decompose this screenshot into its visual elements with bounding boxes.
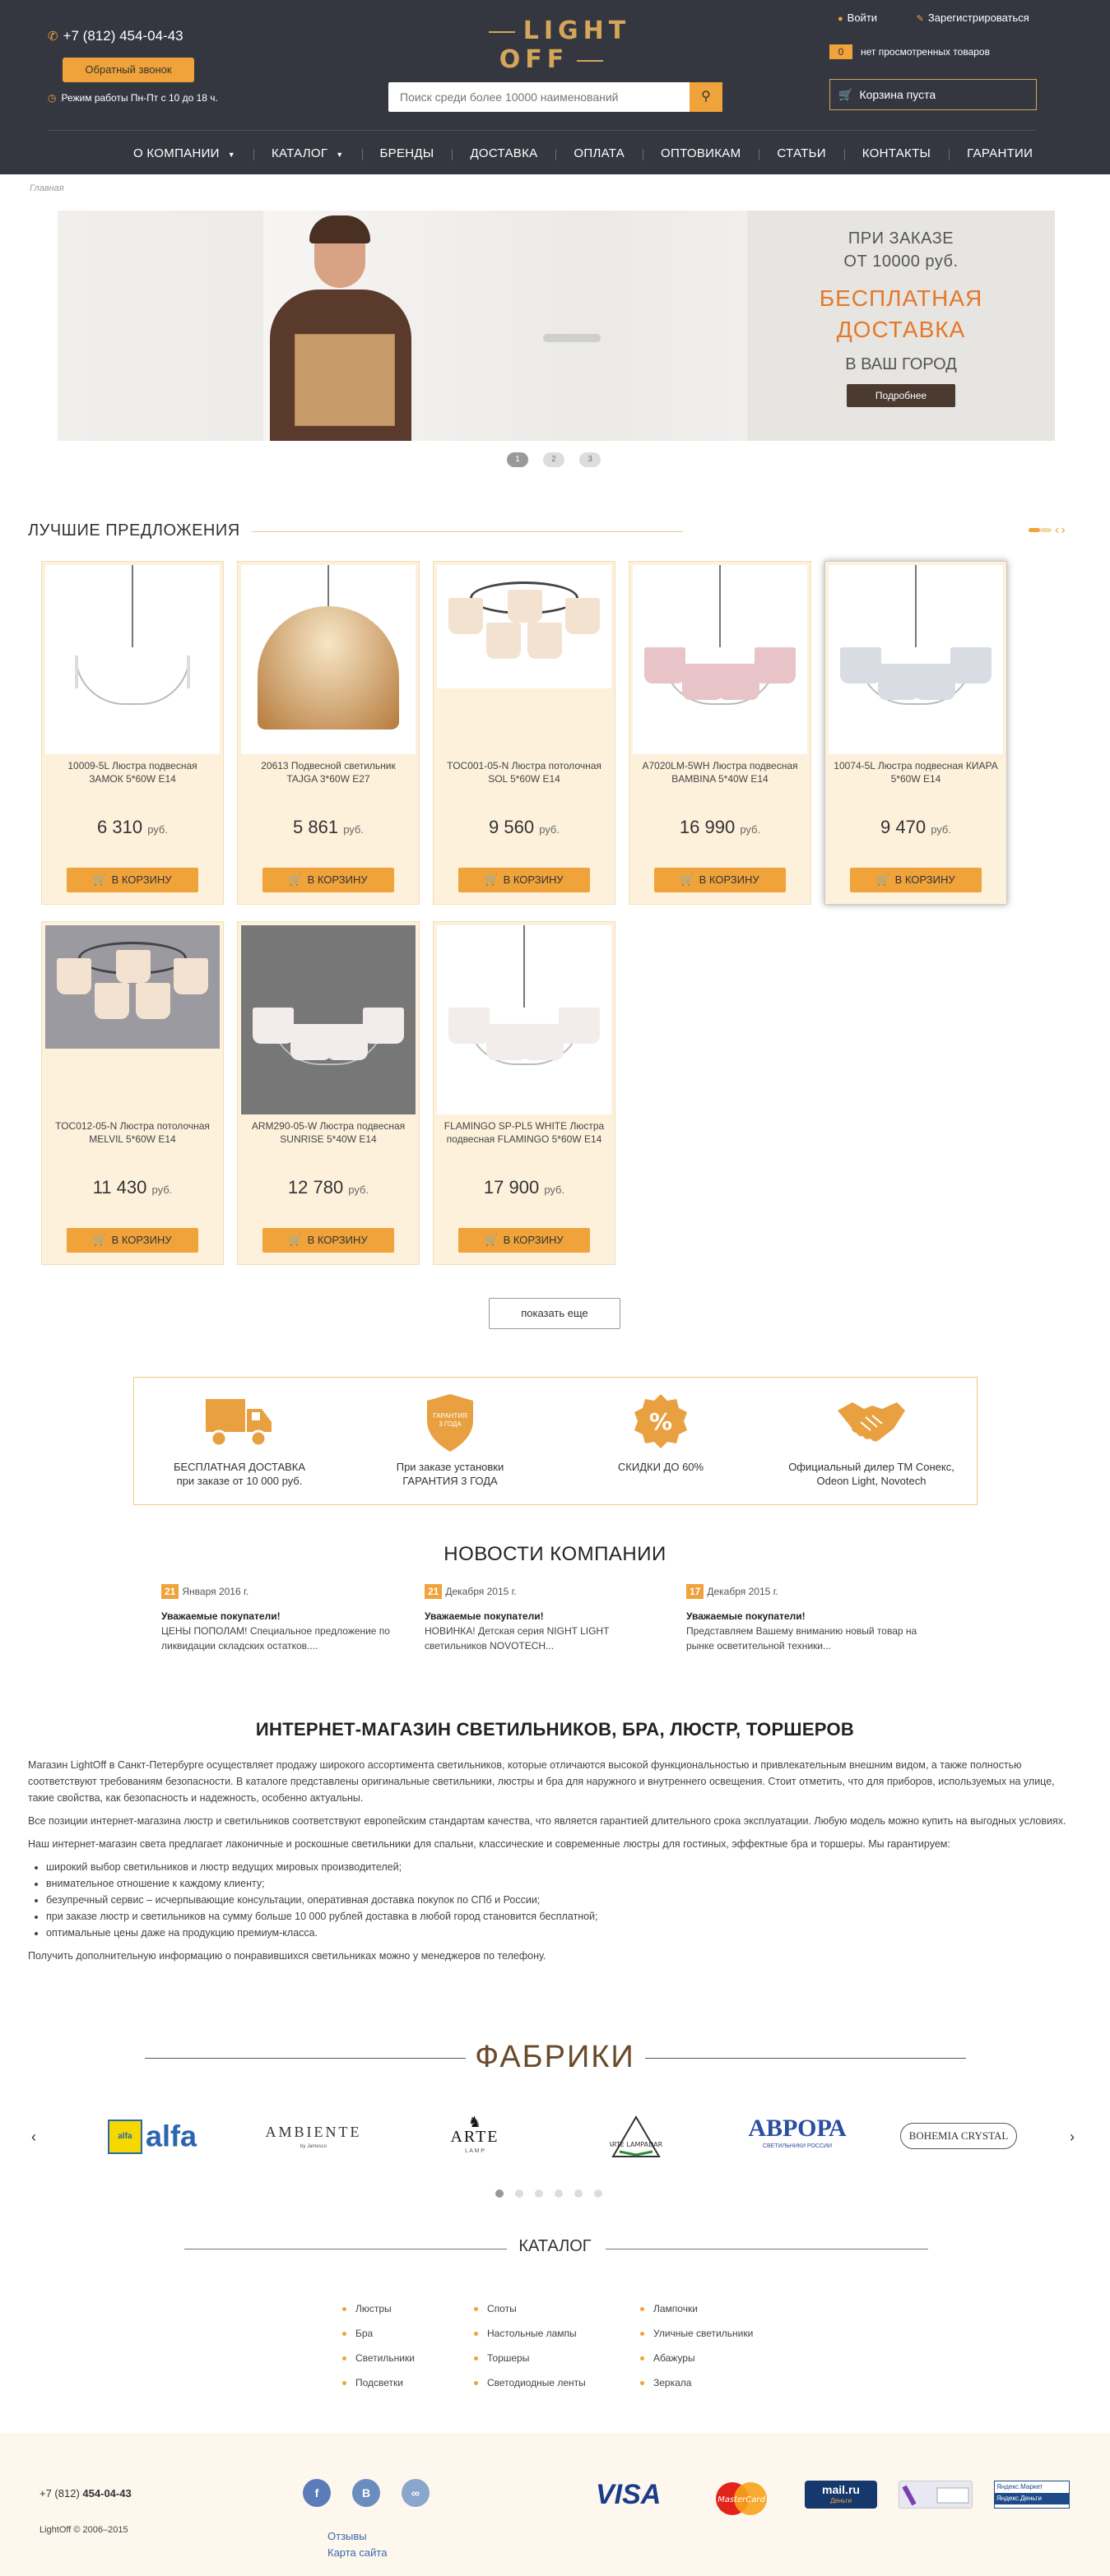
mailru-sublabel: Деньги [830,2497,852,2504]
add-to-cart-label: В КОРЗИНУ [503,1234,564,1246]
handshake-icon [836,1392,907,1453]
catalog-link[interactable]: Уличные светильники [639,2328,753,2352]
arte-horse-icon: ♞ [467,2114,482,2130]
nav-item[interactable] [643,146,759,160]
product-name[interactable]: 20613 Подвесной светильник TAJGA 3*60W E27 [261,760,396,785]
svg-text:%: % [648,1408,673,1435]
add-to-cart-label: В КОРЗИНУ [111,873,172,886]
add-to-cart-label: В КОРЗИНУ [894,873,955,886]
phone-text: +7 (812) 454-04-43 [63,28,183,44]
brands-page-dot[interactable] [574,2189,583,2198]
brand-arte[interactable] [413,2113,536,2159]
footer-phone-number: 454-04-43 [82,2487,132,2500]
cart-icon: 🛒 [680,873,694,886]
price-currency: руб. [931,823,951,836]
product-name[interactable]: FLAMINGO SP-PL5 WHITE Люстра подвесная FLAMINGO 5*60W E14 [444,1120,605,1145]
warranty-badge-line1: ГАРАНТИЯ [433,1412,467,1420]
mailru-label: mail.ru [822,2483,860,2496]
banner-accent2: ДОСТАВКА [836,317,966,342]
news-heading: Уважаемые покупатели! [686,1610,806,1622]
nav-item-label: ОПТОВИКАМ [661,146,741,160]
facebook-icon[interactable]: f [303,2479,331,2507]
nav-item[interactable] [759,146,843,160]
reviews-link[interactable]: Отзывы [327,2530,367,2542]
add-to-cart-label: В КОРЗИНУ [307,1234,368,1246]
cart-button[interactable] [829,79,1037,110]
about-list-item: • внимательное отношение к каждому клиенту; [46,1875,1073,1892]
news-text[interactable]: ЦЕНЫ ПОПОЛАМ! Специальное предложение по ликвидации складских остатков.... [161,1625,390,1652]
price-currency: руб. [539,823,560,836]
news-heading: Уважаемые покупатели! [425,1610,544,1622]
news-day: 21 [425,1584,442,1599]
news-text[interactable]: НОВИНКА! Детская серия NIGHT LIGHT светильников NOVOTECH... [425,1625,610,1652]
login-label: Войти [847,12,878,24]
cart-icon: 🛒 [838,88,853,101]
next-arrow-icon[interactable]: › [1061,523,1067,537]
catalog-column-2 [472,2303,586,2402]
add-to-cart-label: В КОРЗИНУ [699,873,759,886]
price-currency: руб. [740,823,761,836]
nav-item-label: СТАТЬИ [777,146,826,160]
add-to-cart-label: В КОРЗИНУ [503,873,564,886]
search-button[interactable] [690,82,722,112]
header-divider [48,130,1037,131]
banner-page-3[interactable]: 3 [579,452,601,467]
brand-sublabel: L A M P [465,2148,485,2154]
brands-pagination [495,2189,602,2198]
cart-label: Корзина пуста [859,88,936,101]
factories-title: ФАБРИКИ [475,2040,635,2074]
product-image[interactable] [45,925,220,1049]
news-month: Января 2016 г. [182,1586,249,1597]
nav-item[interactable] [949,146,1051,160]
viewed-count: 0 [829,44,852,59]
clock-icon: ◷ [48,92,57,104]
product-price [434,1177,615,1198]
product-card[interactable] [237,921,420,1265]
banner-accent1: БЕСПЛАТНАЯ [819,285,983,311]
nav-item[interactable] [115,146,253,160]
add-to-cart-button[interactable] [67,1228,198,1253]
cart-icon: 🛒 [289,1234,303,1246]
news-day: 17 [686,1584,704,1599]
nav-item-label: КОНТАКТЫ [862,146,931,160]
brands-carousel [91,2109,1020,2163]
price-value: 16 990 [679,817,736,837]
offers-page-1[interactable] [1029,528,1040,532]
brands-page-dot[interactable] [515,2189,523,2198]
catalog-link[interactable]: Зеркала [639,2377,753,2402]
yandex-label: Яндекс.Деньги [995,2493,1069,2504]
nav-item-label: ОПЛАТА [574,146,625,160]
banner-line3: В ВАШ ГОРОД [845,355,957,373]
nav-item[interactable] [253,146,362,160]
offers-controls [1029,523,1067,538]
catalog-title: КАТАЛОГ [518,2237,592,2255]
catalog-link[interactable]: Лампочки [639,2303,753,2328]
feature-dealer-line1: Официальный дилер ТМ Сонекс, [788,1461,954,1473]
brands-prev-icon[interactable]: ‹ [31,2129,36,2145]
arte-lampadari-label: ARTE LAMPADARI [610,2140,662,2148]
news-month: Декабря 2015 г. [707,1586,778,1597]
price-currency: руб. [544,1184,565,1196]
about-list-item: • широкий выбор светильников и люстр ведущих мировых производителей; [46,1859,1073,1875]
pencil-icon: ✎ [916,14,924,24]
about-list-item: • оптимальные цены даже на продукцию премиум-класса. [46,1925,1073,1941]
nav-item-label: КАТАЛОГ [271,146,328,160]
viewed-label: нет просмотренных товаров [861,46,990,58]
product-card[interactable] [629,561,811,905]
product-card[interactable] [433,921,615,1265]
nav-item[interactable] [362,146,453,160]
offers-divider [252,531,683,532]
mailru-money-logo [805,2481,877,2509]
feature-delivery [134,1378,345,1504]
product-name[interactable]: TOC012-05-N Люстра потолочная MELVIL 5*60W E14 [55,1120,210,1145]
courier-image [263,211,428,441]
nav-item-label: БРЕНДЫ [379,146,434,160]
brand-label: ARTE [450,2128,499,2146]
features-block [133,1377,978,1505]
product-name[interactable]: TOC001-05-N Люстра потолочная SOL 5*60W E14 [447,760,601,785]
catalog-link[interactable]: Подсветки [341,2377,415,2402]
news-text[interactable]: Представляем Вашему вниманию новый товар на рынке осветительной техники... [686,1625,917,1652]
arte-lampadari-logo-icon [610,2114,662,2160]
feature-delivery-line2: при заказе от 10 000 руб. [176,1475,303,1487]
nav-item-label: О КОМПАНИИ [133,146,220,160]
visa-logo: VISA [596,2479,662,2510]
mastercard-logo [711,2481,772,2509]
product-card[interactable] [237,561,420,905]
price-value: 9 470 [880,817,927,837]
product-name[interactable]: ARM290-05-W Люстра подвесная SUNRISE 5*40W E14 [251,1120,406,1145]
add-to-cart-button[interactable] [458,1228,590,1253]
news-item[interactable] [686,1584,930,1653]
news-date [425,1584,668,1599]
product-image[interactable] [241,925,416,1114]
catalog-link[interactable]: Абажуры [639,2352,753,2377]
brands-next-icon[interactable]: › [1070,2129,1075,2145]
about-list-item: • при заказе люстр и светильников на сумму больше 10 000 рублей доставка в любой город становится бесплатной; [46,1908,1073,1925]
product-image[interactable] [241,565,416,754]
price-value: 6 310 [97,817,143,837]
add-to-cart-button[interactable] [262,868,394,892]
catalog-link[interactable]: Светильники [341,2352,415,2377]
brands-page-dot[interactable] [495,2189,504,2198]
catalog-link[interactable]: Споты [472,2303,586,2328]
product-price [825,817,1006,838]
product-name[interactable]: A7020LM-5WH Люстра подвесная BAMBINA 5*40W E14 [642,760,798,785]
nav-item[interactable] [555,146,643,160]
cart-icon: 🛒 [93,1234,107,1246]
offers-page-2[interactable] [1040,528,1052,532]
price-value: 5 861 [293,817,339,837]
factories-divider-right [645,2058,966,2059]
product-price [42,817,223,838]
search-bar [388,82,722,112]
truck-icon [204,1392,275,1453]
product-card[interactable] [824,561,1007,905]
add-to-cart-button[interactable] [850,868,982,892]
brand-label: BOHEMIA CRYSTAL [900,2123,1018,2149]
product-image[interactable] [45,565,220,754]
add-to-cart-button[interactable] [262,1228,394,1253]
add-to-cart-button[interactable] [67,868,198,892]
about-paragraph-2: Все позиции интернет-магазина люстр и светильников соответствуют европейским стандартам качества, что является гарантией длительного срока эксплуатации. Любую модель можно купить на выгодных условиях. [28,1815,1066,1827]
cart-icon: 🛒 [289,873,303,886]
nav-item[interactable] [844,146,949,160]
feature-warranty-line1: При заказе установки [396,1461,504,1473]
product-image[interactable] [437,565,611,688]
viewed-products[interactable] [829,44,990,59]
product-name[interactable]: 10009-5L Люстра подвесная ЗАМОК 5*60W E14 [67,760,197,785]
brands-page-dot[interactable] [535,2189,543,2198]
link-icon[interactable]: ∞ [402,2479,430,2507]
site-header [0,0,1110,174]
about-paragraph-3: Наш интернет-магазин света предлагает лаконичные и роскошные светильники для спальни, классические и современные люстры для гостиных, эффектные бра и торшеры. Мы гарантируем: [28,1838,950,1850]
search-input[interactable] [388,82,688,112]
add-to-cart-label: В КОРЗИНУ [111,1234,172,1246]
search-icon: ⚲ [701,90,711,104]
brand-alfa[interactable] [91,2113,214,2159]
banner-line1: ПРИ ЗАКАЗЕ [848,229,954,248]
banner-page-1[interactable]: 1 [507,452,528,467]
brand-sublabel: СВЕТИЛЬНИКИ РОССИИ [762,2143,833,2149]
working-hours [48,92,218,104]
news-title: НОВОСТИ КОМПАНИИ [444,1543,666,1565]
prev-arrow-icon[interactable]: ‹ [1055,523,1061,537]
offers-title: ЛУЧШИЕ ПРЕДЛОЖЕНИЯ [28,521,240,540]
product-image[interactable] [437,925,611,1114]
news-date [686,1584,930,1599]
price-currency: руб. [343,823,364,836]
product-price [42,1177,223,1198]
shield-icon [415,1392,485,1453]
brand-label: AMBIENTE [265,2124,362,2140]
hours-text: Режим работы Пн-Пт с 10 до 18 ч. [61,92,218,104]
logo-text: LIGHT OFF [444,16,666,74]
feature-discount-line1: СКИДКИ ДО 60% [617,1461,704,1473]
feature-warranty [345,1378,555,1504]
cart-icon: 🛒 [485,873,499,886]
price-value: 9 560 [489,817,535,837]
banner-panel [747,211,1055,441]
about-paragraph-1: Магазин LightOff в Санкт-Петербурге осуществляет продажу широкого ассортимента светильников, которые отличаются высокой функциональностью и привлекательным внешним видом, а также полностью соответствуют требованиям безопасности. В каталоге представлены оригинальные светильники, люстры и бра для наружного и внутреннего освещения. Стоит отметить, что для приборов, используемых на улице, такие свойства, как безопасность и надежность, особенно актуальны. [28,1759,1055,1804]
cart-icon: 🛒 [93,873,107,886]
news-month: Декабря 2015 г. [445,1586,517,1597]
nav-item-label: ГАРАНТИИ [967,146,1033,160]
brands-page-dot[interactable] [555,2189,563,2198]
news-day: 21 [161,1584,179,1599]
add-to-cart-button[interactable] [458,868,590,892]
nav-item-label: ДОСТАВКА [470,146,538,160]
callback-button[interactable]: Обратный звонок [63,58,194,82]
about-list-item: • безупречный сервис – исчерпывающие консультации, оперативная доставка покупок по СПб и России; [46,1892,1073,1908]
site-footer [0,2433,1110,2576]
product-name[interactable]: 10074-5L Люстра подвесная КИАРА 5*60W E14 [834,760,998,785]
brand-bohemia[interactable] [897,2113,1020,2159]
percent-icon [625,1392,696,1453]
webmoney-logo [899,2481,973,2509]
about-list [46,1859,1073,1941]
brand-avrora[interactable] [736,2113,859,2159]
price-value: 11 430 [92,1177,147,1198]
catalog-link[interactable]: Бра [341,2328,415,2352]
add-to-cart-label: В КОРЗИНУ [307,873,368,886]
warranty-badge-line2: 3 ГОДА [439,1420,462,1428]
product-image[interactable] [829,565,1003,754]
catalog-column-3 [639,2303,753,2402]
yandex-hint: Яндекс.Маркет [996,2483,1043,2490]
news-date [161,1584,405,1599]
feature-dealer [766,1378,977,1504]
price-currency: руб. [151,1184,173,1196]
product-card[interactable] [433,561,615,905]
price-currency: руб. [348,1184,369,1196]
brand-sublabel: by Jamesco [300,2144,327,2149]
mastercard-label: MasterCard [718,2495,765,2504]
brand-label: АВРОРА [748,2115,847,2142]
price-value: 17 900 [483,1177,540,1198]
product-image[interactable] [633,565,807,754]
product-price [629,817,810,838]
add-to-cart-button[interactable] [654,868,786,892]
chevron-down-icon: ▼ [227,150,235,159]
banner-more-button[interactable]: Подробнее [847,384,955,407]
user-icon: ● [838,14,843,24]
chevron-down-icon: ▼ [336,150,344,159]
catalog-column-1 [341,2303,415,2402]
phone-icon: ✆ [48,30,58,44]
footer-phone[interactable] [39,2487,132,2500]
product-card[interactable] [41,561,224,905]
banner-pagination [507,452,601,467]
copyright: LightOff © 2006–2015 [39,2525,128,2535]
product-price [238,817,419,838]
price-value: 12 780 [287,1177,344,1198]
catalog-link[interactable]: Светодиодные ленты [472,2377,586,2402]
breadcrumb[interactable]: Главная [30,183,64,193]
product-card[interactable] [41,921,224,1265]
feature-dealer-line2: Odeon Light, Novotech [816,1475,927,1487]
banner-line2: ОТ 10000 руб. [843,253,959,271]
yandex-market-logo [994,2481,1070,2509]
about-paragraph-4: Получить дополнительную информацию о понравившихся светильниках можно у менеджеров по телефону. [28,1950,546,1962]
promo-banner[interactable] [58,211,1055,441]
sitemap-link[interactable]: Карта сайта [327,2546,388,2559]
show-more-button[interactable]: показать еще [489,1298,620,1329]
news-item[interactable] [161,1584,405,1653]
about-title: ИНТЕРНЕТ-МАГАЗИН СВЕТИЛЬНИКОВ, БРА, ЛЮСТР, ТОРШЕРОВ [255,1719,855,1740]
feature-warranty-line2: ГАРАНТИЯ 3 ГОДА [402,1475,498,1487]
auth-links [838,12,1066,24]
news-item[interactable] [425,1584,668,1653]
brand-ambiente[interactable] [252,2113,375,2159]
register-label: Зарегистрироваться [927,12,1029,24]
catalog-link[interactable]: Настольные лампы [472,2328,586,2352]
footer-phone-prefix: +7 (812) [39,2487,80,2500]
cart-icon: 🛒 [876,873,890,886]
cart-icon: 🛒 [485,1234,499,1246]
feature-discount [555,1378,766,1504]
brand-label: alfa [145,2119,197,2153]
brand-arte-lampadari[interactable] [574,2113,698,2159]
brands-page-dot[interactable] [594,2189,602,2198]
main-nav [115,138,1051,168]
catalog-link[interactable]: Люстры [341,2303,415,2328]
login-link[interactable] [838,12,895,24]
header-phone[interactable] [48,28,183,44]
price-currency: руб. [147,823,168,836]
news-heading: Уважаемые покупатели! [161,1610,281,1622]
register-link[interactable] [917,12,1047,24]
feature-delivery-line1: БЕСПЛАТНАЯ ДОСТАВКА [173,1461,306,1473]
alfa-logo-icon: alfa [108,2120,142,2154]
nav-item[interactable] [452,146,555,160]
about-text [28,1757,1073,1971]
banner-page-2[interactable]: 2 [543,452,564,467]
catalog-link[interactable]: Торшеры [472,2352,586,2377]
product-price [434,817,615,838]
vkontakte-icon[interactable]: B [352,2479,380,2507]
product-price [238,1177,419,1198]
door-handle [543,334,601,342]
